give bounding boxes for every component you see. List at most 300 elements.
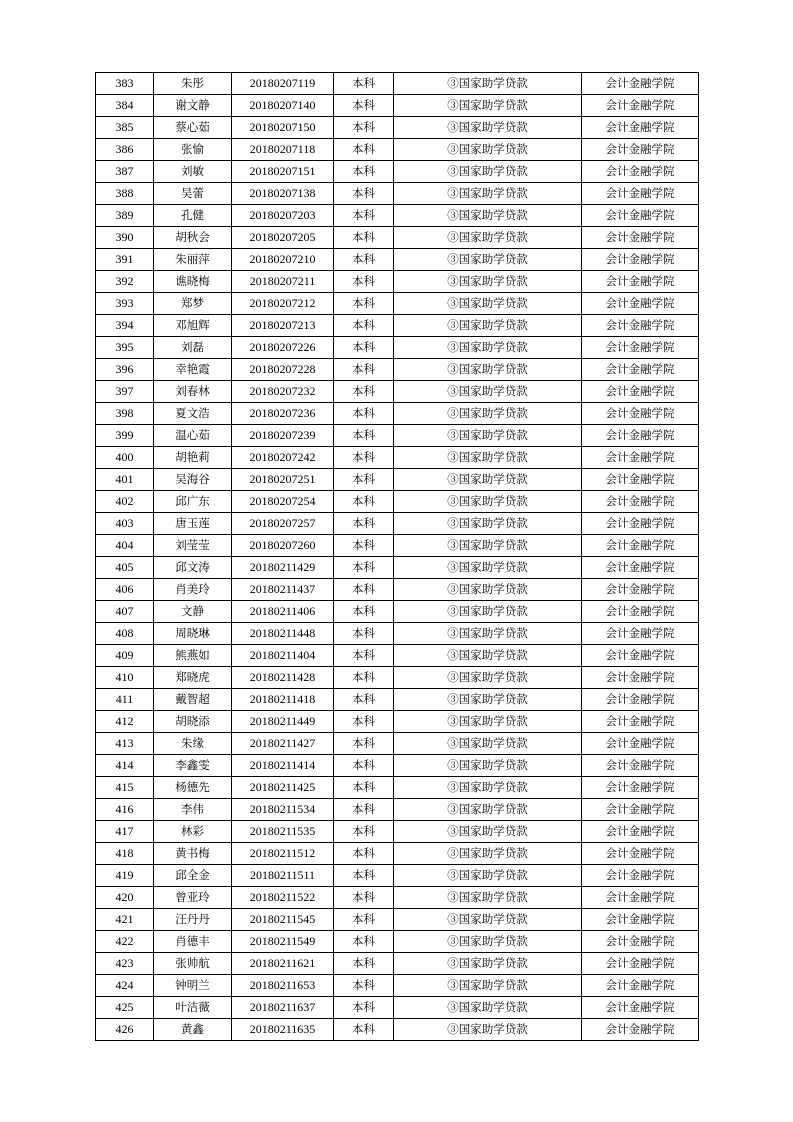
student-name-cell: 胡艳莉 [154,447,232,469]
table-row [96,337,699,359]
student-id-cell: 20180211418 [232,689,334,711]
row-number-cell: 396 [96,359,154,381]
table-row [96,953,699,975]
degree-level-cell: 本科 [334,425,394,447]
row-number-cell: 411 [96,689,154,711]
row-number-cell: 383 [96,73,154,95]
table-row [96,733,699,755]
table-row [96,315,699,337]
table-row [96,403,699,425]
college-name-cell: 会计金融学院 [582,777,699,799]
aid-type-cell: ③国家助学贷款 [394,293,582,315]
aid-type-cell: ③国家助学贷款 [394,535,582,557]
degree-level-cell: 本科 [334,139,394,161]
student-name-cell: 张愉 [154,139,232,161]
student-name-cell: 周晓琳 [154,623,232,645]
degree-level-cell: 本科 [334,755,394,777]
table-row [96,73,699,95]
row-number-cell: 425 [96,997,154,1019]
college-name-cell: 会计金融学院 [582,447,699,469]
row-number-cell: 415 [96,777,154,799]
college-name-cell: 会计金融学院 [582,491,699,513]
aid-type-cell: ③国家助学贷款 [394,843,582,865]
aid-type-cell: ③国家助学贷款 [394,381,582,403]
student-name-cell: 刘磊 [154,337,232,359]
aid-type-cell: ③国家助学贷款 [394,997,582,1019]
degree-level-cell: 本科 [334,161,394,183]
table-row [96,975,699,997]
student-loan-table [95,72,699,1041]
college-name-cell: 会计金融学院 [582,579,699,601]
aid-type-cell: ③国家助学贷款 [394,183,582,205]
table-row [96,139,699,161]
college-name-cell: 会计金融学院 [582,513,699,535]
student-name-cell: 刘莹莹 [154,535,232,557]
student-name-cell: 叶洁薇 [154,997,232,1019]
table-row [96,425,699,447]
student-id-cell: 20180211427 [232,733,334,755]
student-name-cell: 谯晓梅 [154,271,232,293]
college-name-cell: 会计金融学院 [582,227,699,249]
college-name-cell: 会计金融学院 [582,271,699,293]
degree-level-cell: 本科 [334,711,394,733]
college-name-cell: 会计金融学院 [582,95,699,117]
college-name-cell: 会计金融学院 [582,381,699,403]
aid-type-cell: ③国家助学贷款 [394,733,582,755]
row-number-cell: 422 [96,931,154,953]
student-id-cell: 20180211535 [232,821,334,843]
college-name-cell: 会计金融学院 [582,645,699,667]
aid-type-cell: ③国家助学贷款 [394,161,582,183]
college-name-cell: 会计金融学院 [582,711,699,733]
student-id-cell: 20180207119 [232,73,334,95]
table-row [96,161,699,183]
student-name-cell: 幸艳霞 [154,359,232,381]
student-name-cell: 熊燕如 [154,645,232,667]
table-row [96,645,699,667]
degree-level-cell: 本科 [334,997,394,1019]
student-id-cell: 20180211414 [232,755,334,777]
degree-level-cell: 本科 [334,205,394,227]
row-number-cell: 385 [96,117,154,139]
student-id-cell: 20180207257 [232,513,334,535]
degree-level-cell: 本科 [334,953,394,975]
table-row [96,667,699,689]
row-number-cell: 410 [96,667,154,689]
student-name-cell: 邱广东 [154,491,232,513]
college-name-cell: 会计金融学院 [582,733,699,755]
table-row [96,205,699,227]
college-name-cell: 会计金融学院 [582,667,699,689]
aid-type-cell: ③国家助学贷款 [394,689,582,711]
aid-type-cell: ③国家助学贷款 [394,579,582,601]
student-id-cell: 20180211429 [232,557,334,579]
degree-level-cell: 本科 [334,909,394,931]
row-number-cell: 401 [96,469,154,491]
degree-level-cell: 本科 [334,117,394,139]
row-number-cell: 421 [96,909,154,931]
degree-level-cell: 本科 [334,733,394,755]
student-name-cell: 曾亚玲 [154,887,232,909]
college-name-cell: 会计金融学院 [582,425,699,447]
table-row [96,931,699,953]
student-name-cell: 肖美玲 [154,579,232,601]
aid-type-cell: ③国家助学贷款 [394,623,582,645]
row-number-cell: 406 [96,579,154,601]
aid-type-cell: ③国家助学贷款 [394,931,582,953]
student-name-cell: 胡秋会 [154,227,232,249]
table-row [96,711,699,733]
student-id-cell: 20180211635 [232,1019,334,1041]
student-id-cell: 20180211545 [232,909,334,931]
student-id-cell: 20180211437 [232,579,334,601]
table-row [96,359,699,381]
table-body [96,73,699,1041]
row-number-cell: 402 [96,491,154,513]
row-number-cell: 394 [96,315,154,337]
degree-level-cell: 本科 [334,557,394,579]
student-id-cell: 20180211448 [232,623,334,645]
row-number-cell: 418 [96,843,154,865]
student-name-cell: 刘敏 [154,161,232,183]
college-name-cell: 会计金融学院 [582,821,699,843]
college-name-cell: 会计金融学院 [582,1019,699,1041]
student-id-cell: 20180211637 [232,997,334,1019]
student-id-cell: 20180207242 [232,447,334,469]
table-row [96,909,699,931]
college-name-cell: 会计金融学院 [582,117,699,139]
row-number-cell: 386 [96,139,154,161]
student-name-cell: 朱丽萍 [154,249,232,271]
aid-type-cell: ③国家助学贷款 [394,513,582,535]
student-name-cell: 夏文浩 [154,403,232,425]
aid-type-cell: ③国家助学贷款 [394,315,582,337]
table-row [96,821,699,843]
student-id-cell: 20180211621 [232,953,334,975]
student-name-cell: 朱缘 [154,733,232,755]
aid-type-cell: ③国家助学贷款 [394,73,582,95]
student-name-cell: 孔健 [154,205,232,227]
row-number-cell: 413 [96,733,154,755]
aid-type-cell: ③国家助学贷款 [394,205,582,227]
degree-level-cell: 本科 [334,821,394,843]
row-number-cell: 392 [96,271,154,293]
table-row [96,755,699,777]
aid-type-cell: ③国家助学贷款 [394,491,582,513]
row-number-cell: 416 [96,799,154,821]
aid-type-cell: ③国家助学贷款 [394,821,582,843]
student-id-cell: 20180211534 [232,799,334,821]
table-row [96,843,699,865]
college-name-cell: 会计金融学院 [582,249,699,271]
degree-level-cell: 本科 [334,1019,394,1041]
student-id-cell: 20180211425 [232,777,334,799]
row-number-cell: 398 [96,403,154,425]
student-id-cell: 20180207228 [232,359,334,381]
college-name-cell: 会计金融学院 [582,909,699,931]
student-id-cell: 20180207213 [232,315,334,337]
degree-level-cell: 本科 [334,249,394,271]
student-id-cell: 20180207226 [232,337,334,359]
table-row [96,227,699,249]
student-id-cell: 20180211404 [232,645,334,667]
aid-type-cell: ③国家助学贷款 [394,909,582,931]
table-row [96,689,699,711]
college-name-cell: 会计金融学院 [582,975,699,997]
college-name-cell: 会计金融学院 [582,799,699,821]
student-name-cell: 李鑫雯 [154,755,232,777]
aid-type-cell: ③国家助学贷款 [394,799,582,821]
aid-type-cell: ③国家助学贷款 [394,403,582,425]
student-name-cell: 邱全金 [154,865,232,887]
aid-type-cell: ③国家助学贷款 [394,425,582,447]
table-row [96,447,699,469]
college-name-cell: 会计金融学院 [582,293,699,315]
row-number-cell: 408 [96,623,154,645]
degree-level-cell: 本科 [334,381,394,403]
student-name-cell: 黄鑫 [154,1019,232,1041]
table-row [96,579,699,601]
degree-level-cell: 本科 [334,667,394,689]
degree-level-cell: 本科 [334,491,394,513]
degree-level-cell: 本科 [334,315,394,337]
aid-type-cell: ③国家助学贷款 [394,227,582,249]
table-row [96,491,699,513]
row-number-cell: 384 [96,95,154,117]
college-name-cell: 会计金融学院 [582,139,699,161]
student-id-cell: 20180211428 [232,667,334,689]
aid-type-cell: ③国家助学贷款 [394,359,582,381]
college-name-cell: 会计金融学院 [582,601,699,623]
college-name-cell: 会计金融学院 [582,865,699,887]
student-name-cell: 唐玉莲 [154,513,232,535]
row-number-cell: 404 [96,535,154,557]
student-id-cell: 20180211406 [232,601,334,623]
aid-type-cell: ③国家助学贷款 [394,865,582,887]
row-number-cell: 387 [96,161,154,183]
student-id-cell: 20180207203 [232,205,334,227]
row-number-cell: 420 [96,887,154,909]
student-id-cell: 20180207151 [232,161,334,183]
student-id-cell: 20180207251 [232,469,334,491]
table-row [96,271,699,293]
aid-type-cell: ③国家助学贷款 [394,469,582,491]
degree-level-cell: 本科 [334,227,394,249]
student-name-cell: 林彩 [154,821,232,843]
row-number-cell: 417 [96,821,154,843]
table-row [96,777,699,799]
degree-level-cell: 本科 [334,535,394,557]
degree-level-cell: 本科 [334,469,394,491]
student-name-cell: 张帅航 [154,953,232,975]
degree-level-cell: 本科 [334,601,394,623]
college-name-cell: 会计金融学院 [582,557,699,579]
aid-type-cell: ③国家助学贷款 [394,557,582,579]
degree-level-cell: 本科 [334,359,394,381]
degree-level-cell: 本科 [334,447,394,469]
row-number-cell: 393 [96,293,154,315]
aid-type-cell: ③国家助学贷款 [394,755,582,777]
student-name-cell: 汪丹丹 [154,909,232,931]
student-name-cell: 郑晓虎 [154,667,232,689]
row-number-cell: 400 [96,447,154,469]
student-id-cell: 20180207232 [232,381,334,403]
table-row [96,469,699,491]
college-name-cell: 会计金融学院 [582,337,699,359]
student-id-cell: 20180207239 [232,425,334,447]
table-row [96,293,699,315]
aid-type-cell: ③国家助学贷款 [394,887,582,909]
table-row [96,117,699,139]
college-name-cell: 会计金融学院 [582,403,699,425]
degree-level-cell: 本科 [334,403,394,425]
degree-level-cell: 本科 [334,95,394,117]
aid-type-cell: ③国家助学贷款 [394,337,582,359]
degree-level-cell: 本科 [334,689,394,711]
row-number-cell: 399 [96,425,154,447]
student-id-cell: 20180211511 [232,865,334,887]
aid-type-cell: ③国家助学贷款 [394,95,582,117]
student-id-cell: 20180207212 [232,293,334,315]
row-number-cell: 409 [96,645,154,667]
row-number-cell: 397 [96,381,154,403]
student-id-cell: 20180207236 [232,403,334,425]
student-name-cell: 邱文涛 [154,557,232,579]
table-row [96,183,699,205]
aid-type-cell: ③国家助学贷款 [394,1019,582,1041]
student-name-cell: 吴蕾 [154,183,232,205]
aid-type-cell: ③国家助学贷款 [394,117,582,139]
table-row [96,513,699,535]
aid-type-cell: ③国家助学贷款 [394,953,582,975]
college-name-cell: 会计金融学院 [582,997,699,1019]
student-id-cell: 20180207118 [232,139,334,161]
student-id-cell: 20180207210 [232,249,334,271]
row-number-cell: 424 [96,975,154,997]
student-name-cell: 吴海谷 [154,469,232,491]
student-name-cell: 邓旭辉 [154,315,232,337]
student-id-cell: 20180211512 [232,843,334,865]
college-name-cell: 会计金融学院 [582,469,699,491]
table-row [96,623,699,645]
table-row [96,95,699,117]
college-name-cell: 会计金融学院 [582,161,699,183]
student-id-cell: 20180207260 [232,535,334,557]
table-row [96,865,699,887]
student-id-cell: 20180207205 [232,227,334,249]
degree-level-cell: 本科 [334,293,394,315]
aid-type-cell: ③国家助学贷款 [394,975,582,997]
student-name-cell: 朱彤 [154,73,232,95]
student-id-cell: 20180207150 [232,117,334,139]
student-name-cell: 黄书梅 [154,843,232,865]
student-name-cell: 李伟 [154,799,232,821]
student-name-cell: 戴智超 [154,689,232,711]
student-name-cell: 胡晓添 [154,711,232,733]
row-number-cell: 391 [96,249,154,271]
college-name-cell: 会计金融学院 [582,205,699,227]
college-name-cell: 会计金融学院 [582,183,699,205]
aid-type-cell: ③国家助学贷款 [394,249,582,271]
row-number-cell: 395 [96,337,154,359]
table-row [96,799,699,821]
table-row [96,601,699,623]
degree-level-cell: 本科 [334,271,394,293]
student-name-cell: 刘春林 [154,381,232,403]
student-name-cell: 温心茹 [154,425,232,447]
row-number-cell: 423 [96,953,154,975]
student-id-cell: 20180211449 [232,711,334,733]
college-name-cell: 会计金融学院 [582,755,699,777]
student-id-cell: 20180211549 [232,931,334,953]
student-name-cell: 郑梦 [154,293,232,315]
row-number-cell: 403 [96,513,154,535]
table-row [96,249,699,271]
table-row [96,535,699,557]
aid-type-cell: ③国家助学贷款 [394,447,582,469]
student-id-cell: 20180211653 [232,975,334,997]
aid-type-cell: ③国家助学贷款 [394,271,582,293]
table-row [96,381,699,403]
aid-type-cell: ③国家助学贷款 [394,601,582,623]
degree-level-cell: 本科 [334,865,394,887]
row-number-cell: 414 [96,755,154,777]
row-number-cell: 390 [96,227,154,249]
row-number-cell: 389 [96,205,154,227]
college-name-cell: 会计金融学院 [582,73,699,95]
college-name-cell: 会计金融学院 [582,359,699,381]
aid-type-cell: ③国家助学贷款 [394,645,582,667]
student-id-cell: 20180211522 [232,887,334,909]
college-name-cell: 会计金融学院 [582,689,699,711]
aid-type-cell: ③国家助学贷款 [394,667,582,689]
student-name-cell: 杨德先 [154,777,232,799]
college-name-cell: 会计金融学院 [582,843,699,865]
student-id-cell: 20180207211 [232,271,334,293]
degree-level-cell: 本科 [334,799,394,821]
college-name-cell: 会计金融学院 [582,315,699,337]
row-number-cell: 426 [96,1019,154,1041]
student-name-cell: 谢文静 [154,95,232,117]
college-name-cell: 会计金融学院 [582,887,699,909]
degree-level-cell: 本科 [334,931,394,953]
degree-level-cell: 本科 [334,579,394,601]
aid-type-cell: ③国家助学贷款 [394,711,582,733]
table-row [96,887,699,909]
row-number-cell: 388 [96,183,154,205]
degree-level-cell: 本科 [334,843,394,865]
degree-level-cell: 本科 [334,645,394,667]
degree-level-cell: 本科 [334,777,394,799]
degree-level-cell: 本科 [334,183,394,205]
student-id-cell: 20180207254 [232,491,334,513]
college-name-cell: 会计金融学院 [582,535,699,557]
student-name-cell: 文静 [154,601,232,623]
degree-level-cell: 本科 [334,975,394,997]
table-row [96,997,699,1019]
row-number-cell: 412 [96,711,154,733]
college-name-cell: 会计金融学院 [582,623,699,645]
degree-level-cell: 本科 [334,513,394,535]
degree-level-cell: 本科 [334,73,394,95]
table-row [96,1019,699,1041]
degree-level-cell: 本科 [334,623,394,645]
row-number-cell: 407 [96,601,154,623]
student-name-cell: 肖德丰 [154,931,232,953]
aid-type-cell: ③国家助学贷款 [394,777,582,799]
row-number-cell: 405 [96,557,154,579]
row-number-cell: 419 [96,865,154,887]
